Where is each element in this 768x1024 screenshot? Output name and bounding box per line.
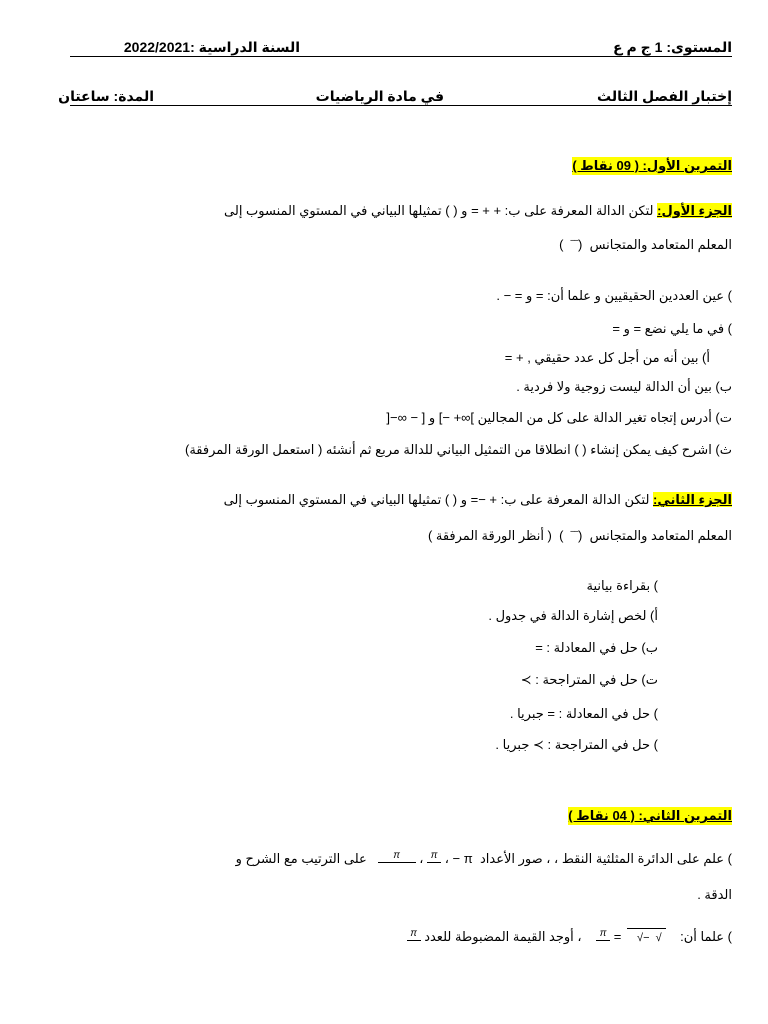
pi-fraction-4: π — [407, 929, 421, 947]
pi-fraction-2: π — [378, 851, 416, 869]
exercise-1-title: التمرين الأول: ( 09 نقاط ) — [572, 158, 732, 173]
ex1-q2: ) في ما يلي نضع = و = — [612, 321, 732, 336]
ex1-part1-intro — [224, 202, 732, 220]
ex1-p2-q3: ) حل في المتراجحة : ≻ جبريا . — [495, 737, 658, 752]
ex2-q1: ) علم على الدائرة المثلثية النقط ، ، صور الأعداد π − ، π ، π على الترتيب مع الشرح و — [236, 850, 732, 869]
equals-sign: = — [613, 929, 622, 944]
ex1-q1: ) عين العددين الحقيقيين و علما أن: = و = − . — [496, 288, 732, 303]
part2-label: الجزء الثاني: — [653, 492, 732, 507]
part1-frame-text: المعلم المتعامد والمتجانس — [589, 237, 732, 252]
ex1-qd: ث) اشرح كيف يمكن إنشاء ( ) انطلاقا من التمثيل البياني للدالة مربع ثم أنشئه ( استعمل الورقة المرفقة) — [185, 442, 732, 457]
part1-intro-text: لتكن الدالة المعرفة على ب: + + = و ( ) تمثيلها البياني في المستوي المنسوب إلى — [224, 203, 654, 218]
ex1-p2-q1: ) بقراءة بيانية — [586, 578, 658, 593]
pi-fraction-3: π — [596, 929, 610, 947]
ex1-part1-intro-line2 — [559, 236, 732, 255]
exercise-2-title: التمرين الثاني: ( 04 نقاط ) — [568, 808, 732, 823]
exam-title: إختبار الفصل الثالث — [597, 88, 732, 104]
duration-label: المدة: ساعتان — [58, 88, 154, 104]
ex2-q1-end: على الترتيب مع الشرح و — [235, 851, 367, 866]
sqrt-expression: √ −√ — [627, 928, 666, 947]
header-divider — [70, 56, 732, 57]
ex1-qb: ب) بين أن الدالة ليست زوجية ولا فردية . — [516, 379, 732, 394]
ex2-q1-continued: الدقة . — [697, 887, 732, 902]
ex1-part2-intro — [224, 491, 732, 509]
ex2-q2 — [407, 928, 732, 947]
subject-label: في مادة الرياضيات — [315, 88, 444, 104]
ex1-p2-qa: أ) لخص إشارة الدالة في جدول . — [488, 608, 658, 623]
ex1-p2-qb: ب) حل في المعادلة : = — [535, 640, 658, 655]
part2-intro-text: لتكن الدالة المعرفة على ب: + −= و ( ) تمثيلها البياني في المستوي المنسوب إلى — [223, 492, 650, 507]
part2-frame-text: المعلم المتعامد والمتجانس — [589, 528, 732, 543]
school-year: السنة الدراسية :2022/2021 — [123, 39, 300, 55]
ex1-qc: ت) أدرس إتجاه تغير الدالة على كل من المجالين ]∞+ −] و [ − ∞−[ — [386, 410, 732, 425]
ex1-part2-intro-line2 — [428, 527, 732, 546]
frame-notation: (‾‾ ) — [555, 528, 586, 543]
ex2-q2-start: ) علما أن: — [680, 929, 732, 944]
ex2-q1-text: ) علم على الدائرة المثلثية النقط ، ، صور الأعداد — [479, 851, 732, 866]
attached-sheet-note: ( أنظر الورقة المرفقة ) — [427, 528, 552, 543]
pi-value-1: π − ، — [444, 851, 473, 866]
ex1-p2-q2: ) حل في المعادلة : = جبريا . — [509, 706, 658, 721]
ex1-p2-qc: ت) حل في المتراجحة : ≻ — [520, 672, 658, 687]
frame-notation: (‾‾ ) — [559, 237, 586, 252]
header-divider-2 — [70, 105, 732, 106]
level-label: المستوى: 1 ج م ع — [613, 39, 732, 55]
pi-fraction-1: π — [427, 851, 441, 869]
ex2-q2-end: ، أوجد القيمة المضبوطة للعدد — [424, 929, 582, 944]
ex1-qa: أ) بين أنه من أجل كل عدد حقيقي , + = — [504, 350, 710, 365]
part1-label: الجزء الأول: — [657, 203, 732, 218]
